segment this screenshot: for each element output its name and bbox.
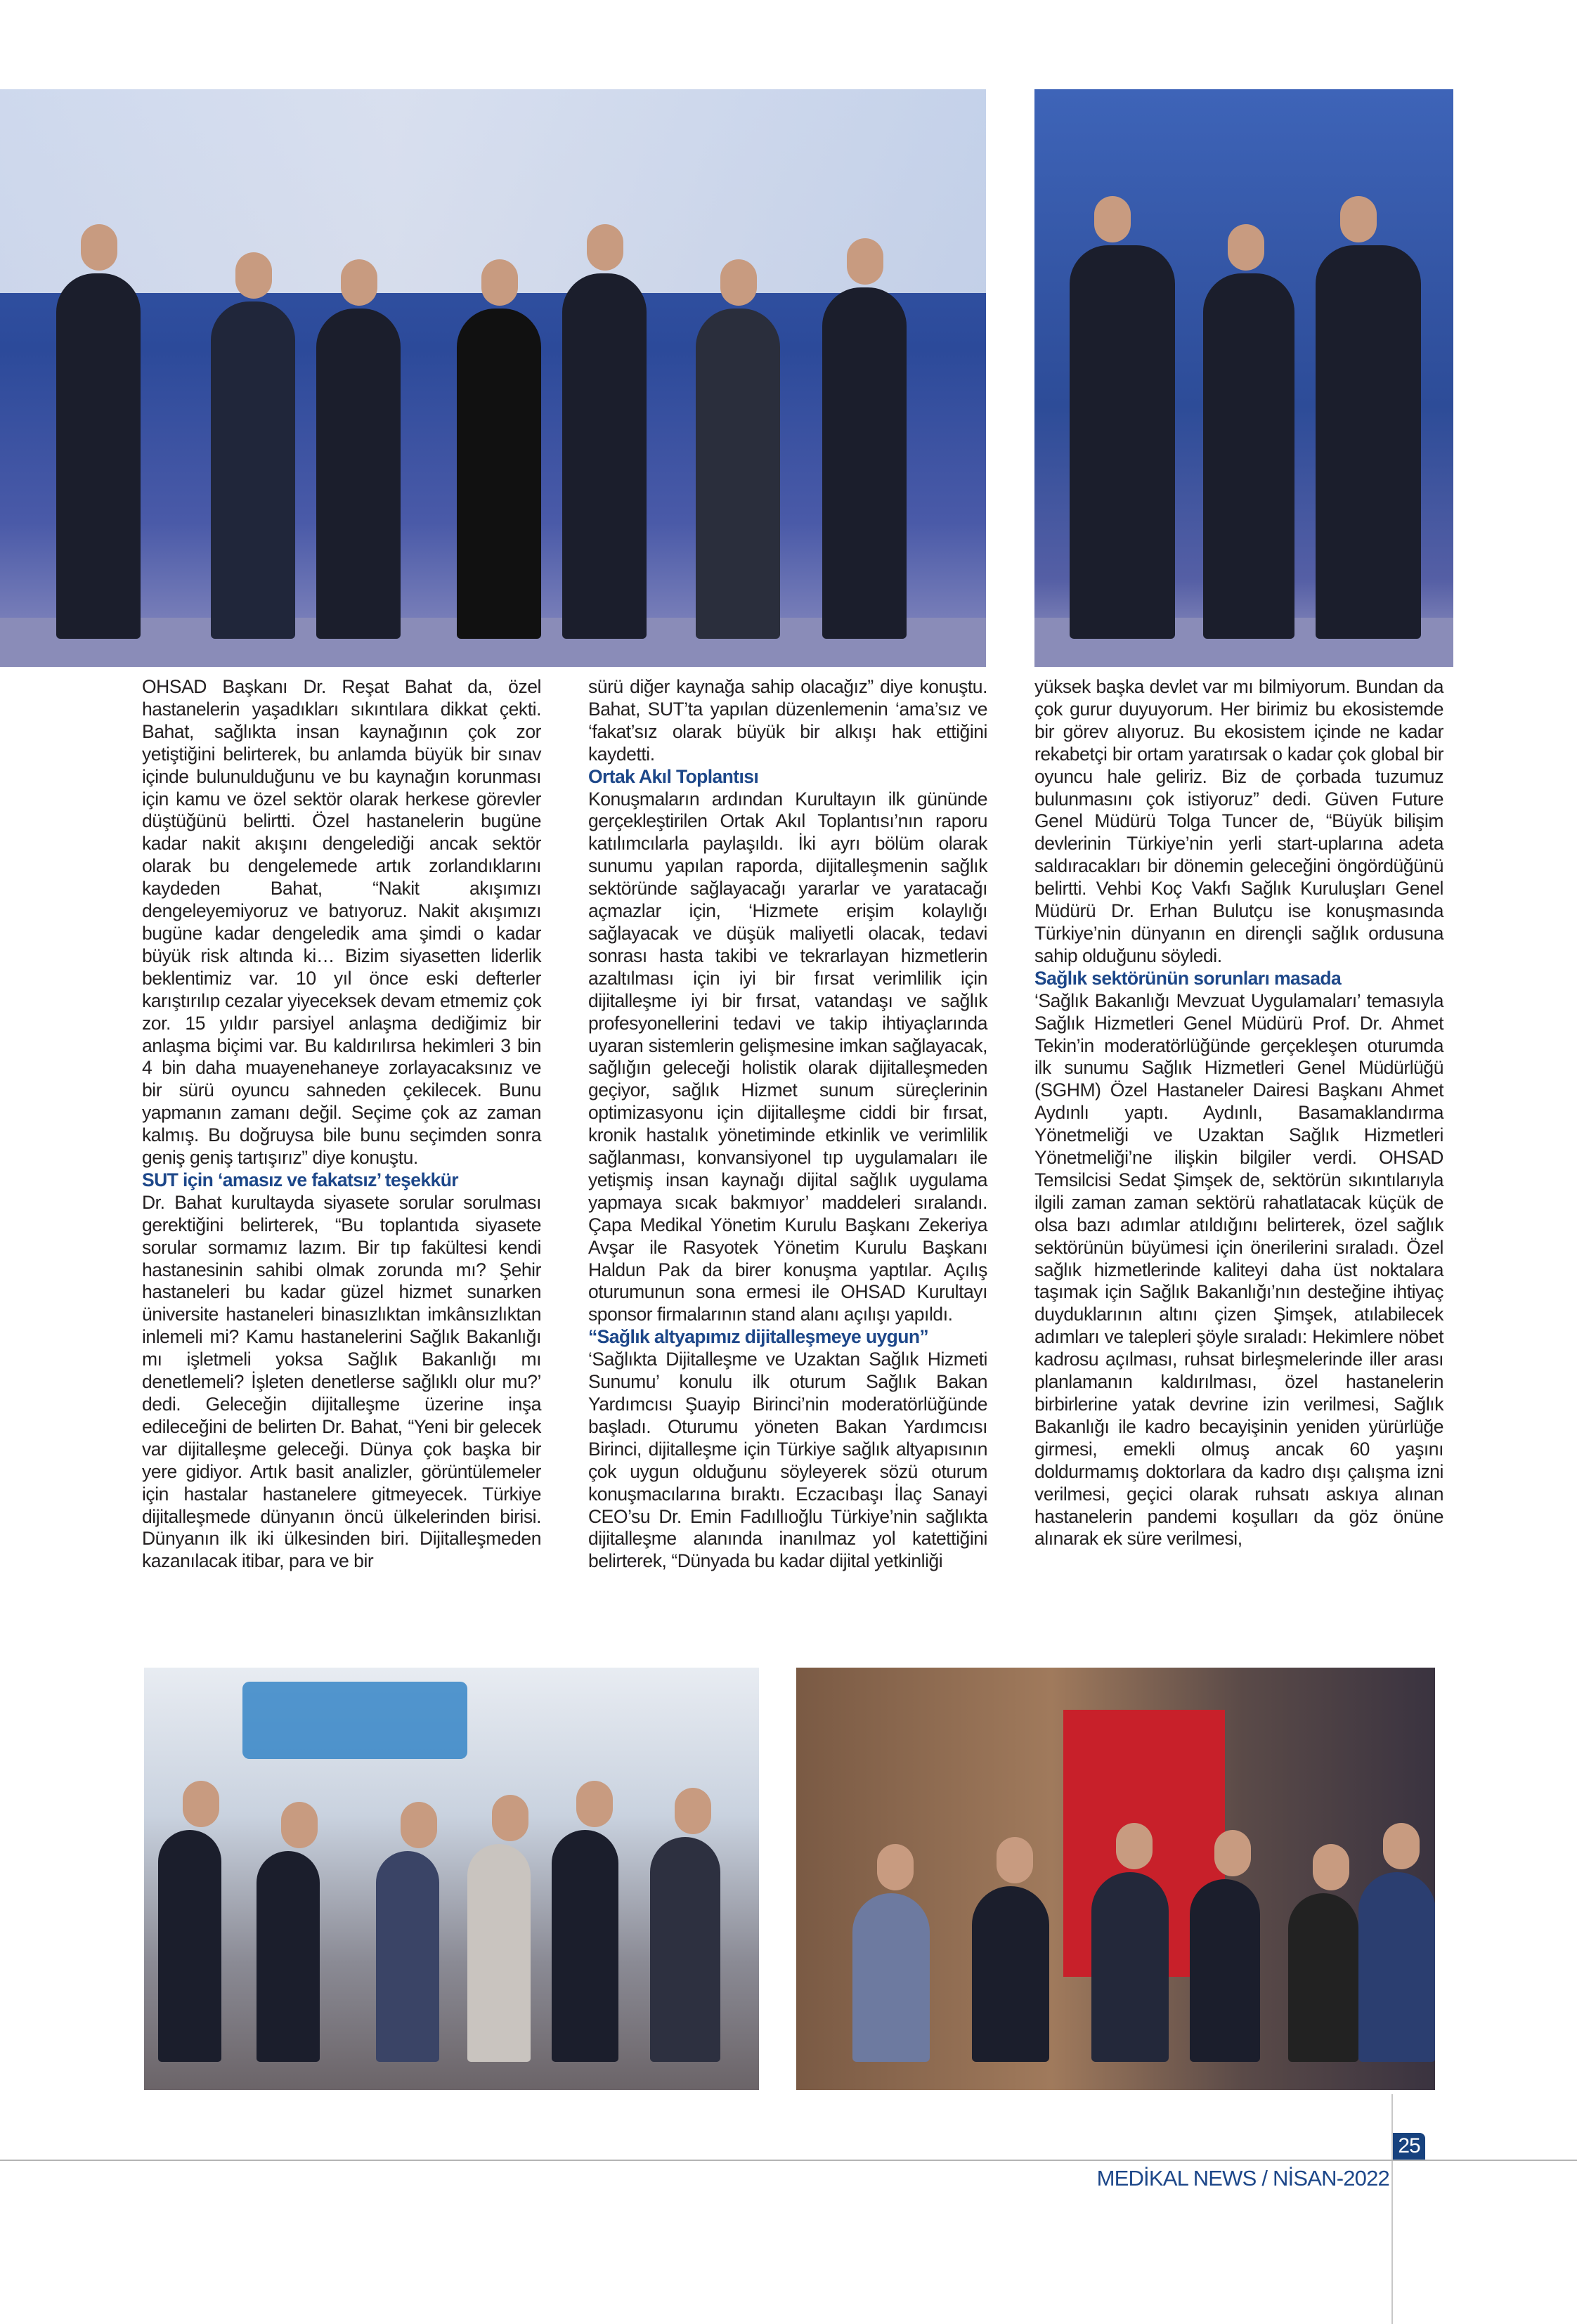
paragraph: sürü diğer kaynağa sahip olacağız” diye konuştu. Bahat, SUT’ta yapılan düzenlemenin ‘ama’sız ve ‘fakat’sız olarak büyük bir alkışı hak ettiğini kaydetti. — [588, 676, 987, 765]
article-column-1 — [142, 676, 541, 1573]
photo-group-on-stage — [0, 89, 986, 667]
paragraph: Dr. Bahat kurultayda siyasete sorular sorulması gerektiğini belirterek, “Bu toplantıda siyasete sorular sormamız lazım. Bir tıp fakültesi kendi hastanesinin sahibi olmak zorunda mı? Şehir hastaneleri bu kadar güzel hizmet sunarken üniversite hastaneleri binasızlıktan imkânsızlıktan inlemeli mi? Kamu hastanelerini Sağlık Bakanlığı mı işletmeli yoksa Sağlık Bakanlığı mı denetlemeli? İşleten denetlerse sağlıklı olur mu?’ dedi. Geleceğin dijitalleşme üzerine inşa edileceğini de belirten Dr. Bahat, “Yeni bir gelecek var dijitalleşme geleceği. Dünya çok başka bir yere gidiyor. Artık basit analizler, görüntülemeler için hastalar hastanelere gitmeyecek. Türkiye dijitalleşmede dünyanın öncü ülkelerinden birisi. Dünyanın ilk iki ülkesinden biri. Dijitalleşmeden kazanılacak itibar, para ve bir — [142, 1191, 541, 1572]
page-number: 25 — [1393, 2133, 1425, 2160]
photo-award-ceremony — [1034, 89, 1453, 667]
subheading: “Sağlık altyapımız dijitalleşmeye uygun” — [588, 1326, 929, 1348]
photo-exhibition-stand — [796, 1668, 1435, 2090]
paragraph: OHSAD Başkanı Dr. Reşat Bahat da, özel hastanelerin yaşadıkları sıkıntılara dikkat çekti. Bahat, sağlıkta insan kaynağının çok zor yetiştiğini belirterek, bu anlamda büyük bir sınav içinde bulunulduğunu ve bu kaynağın korunması için kamu ve özel sektör olarak herkese görevler düştüğünü belirtti. Özel hastanelerin bugüne kadar nakit akışını dengelediği ancak sektör olarak bu dengelemede artık zorlandıklarını kaydeden Bahat, “Nakit akışımızı dengeleyemiyoruz ve batıyoruz. Nakit akışımızı bugüne kadar dengeledik ama şimdi o kadar büyük risk altında ki… Bizim siyasetten liderlik beklentimiz var. 10 yıl önce eski defterler karıştırılıp cezalar yiyeceksek devam etmemiz çok zor. 15 yıldır parsiyel anlaşma dediğimiz bir anlaşma biçimi var. Bu kaldırılırsa hekimleri 3 bin 4 bin daha muayenehaneye zorlayacaksınız ve bir sürü oyuncu sahneden çekilecek. Bunu yapmanın zamanı değil. Seçime çok az zaman kalmış. Bu doğruysa bile bunu seçimden sonra geniş geniş tartışırız” diye konuştu. — [142, 676, 541, 1169]
paragraph: yüksek başka devlet var mı bilmiyorum. Bundan da çok gurur duyuyorum. Her birimiz bu ekosistemde bir görev alıyoruz. Bu ekosistem içinde ne kadar rekabetçi bir ortam yaratırsak o kadar çok global bir oyuncu hale geliriz. Biz de çorbada tuzumuz bulunmasını çok istiyoruz” dedi. Güven Future Genel Müdürü Tolga Tuncer de, “Büyük bilişim devlerinin Türkiye’nin yerli start-uplarına adeta saldıracakları bir dönemin geleceğini öngördüğünü belirtti. Vehbi Koç Vakfı Sağlık Kuruluşları Genel Müdürü Dr. Erhan Bulutçu ise konuşmasında Türkiye’nin dünyanın en dirençli sağlık ordusuna sahip olduğunu söyledi. — [1034, 676, 1443, 966]
paragraph: ‘Sağlık Bakanlığı Mevzuat Uygulamaları’ temasıyla Sağlık Hizmetleri Genel Müdürü Prof. Dr. Ahmet Tekin’in moderatörlüğünde gerçekleşen oturumda ilk sunumu Sağlık Hizmetleri Genel Müdürlüğü (SGHM) Özel Hastaneler Dairesi Başkanı Ahmet Aydınlı yaptı. Aydınlı, Basamaklandırma Yönetmeliği ve Uzaktan Sağlık Hizmetleri Yönetmeliği’ne ilişkin bilgiler verdi. OHSAD Temsilcisi Sedat Şimşek de, sektörün sıkıntılarıyla ilgili zaman zaman sektörü rahatlatacak küçük de olsa bazı adımlar atıldığını belirterek, özel sağlık sektörünün büyümesi için önerilerini sıraladı. Özel sağlık hizmetlerinde kaliteyi daha üst noktalara taşımak için Sağlık Bakanlığı’nın desteğine ihtiyaç duyduklarının altını çizen Şimşek, atılabilecek adımları ve talepleri şöyle sıraladı: Hekimlere nöbet kadrosu açılması, ruhsat birleşmelerinde iller arası planlamanın kaldırılması, özel hastanelerin birbirlerine yatak devrine izin verilmesi, Sağlık Bakanlığı ile kadro becayişinin yeniden yürürlüğe girmesi, emekli olmuş ancak 60 yaşını doldurmamış doktorlara da kadro dışı çalışma izni verilmesi, geçici olarak ruhsatı askıya alınan hastanelerin pandemi koşulları da göz önüne alınarak ek süre verilmesi, — [1034, 989, 1443, 1550]
capa-logo — [242, 1682, 467, 1759]
article-column-2 — [588, 676, 987, 1573]
subheading: SUT için ‘amasız ve fakatsız’ teşekkür — [142, 1169, 459, 1190]
photo-capa-stand — [144, 1668, 759, 2090]
subheading: Ortak Akıl Toplantısı — [588, 765, 759, 787]
paragraph: Konuşmaların ardından Kurultayın ilk gününde gerçekleştirilen Ortak Akıl Toplantısı’nın raporu katılımcılarla paylaşıldı. İki ayrı bölüm olarak sunumu yapılan raporda, dijitalleşmenin sağlık sektöründe sağlayacağı yararlar ve yaratacağı açmazlar için, ‘Hizmete erişim kolaylığı sağlayacak ve düşük maliyetli olacak, tedavi sonrası hasta takibi ve tekrarlayan hizmetlerin azaltılması için iyi bir fırsat verimlilik için dijitalleşme iyi bir fırsat, vatandaşı ve sağlık profesyonellerini tedavi ve takip ihtiyaçlarında uyaran sistemlerin gelişmesine imkan sağlayacak, sağlığın geleceği holistik olarak dijitalleşmeden geçiyor, sağlık Hizmet sunum süreçlerinin optimizasyonu için dijitalleşme ciddi bir fırsat, kronik hastalık yönetiminde etkinlik ve verimlilik sağlanması, konvansiyonel tıp uygulamaları ile yetişmiş insan kaynağı dijital sağlık uygulama yapmaya sıcak bakmıyor’ maddeleri sıralandı. Çapa Medikal Yönetim Kurulu Başkanı Zekeriya Avşar ile Rasyotek Yönetim Kurulu Başkanı Haldun Pak da birer konuşma yaptılar. Açılış oturumunun sona ermesi ile OHSAD Kurultayı sponsor firmalarının stand alanı açılışı yapıldı. — [588, 788, 987, 1325]
paragraph: ‘Sağlıkta Dijitalleşme ve Uzaktan Sağlık Hizmeti Sunumu’ konulu ilk oturum Sağlık Bakan Yardımcısı Şuayip Birinci’nin moderatörlüğünde başladı. Oturumu yöneten Bakan Yardımcısı Birinci, dijitalleşme için Türkiye sağlık altyapısının çok uygun olduğunu söyleyerek sözü oturum konuşmacılarına bıraktı. Eczacıbaşı İlaç Sanayi CEO’su Dr. Emin Fadıllıoğlu Türkiye’nin sağlıkta dijitalleşme alanında inanılmaz yol katettiğini belirterek, “Dünyada bu kadar dijital yetkinliği — [588, 1349, 987, 1572]
publication-footer: MEDİKAL NEWS / NİSAN-2022 — [1096, 2166, 1389, 2190]
margin-rule — [1391, 2094, 1393, 2324]
footer-rule — [0, 2160, 1577, 2161]
article-column-3 — [1034, 676, 1443, 1550]
subheading: Sağlık sektörünün sorunları masada — [1034, 967, 1342, 989]
